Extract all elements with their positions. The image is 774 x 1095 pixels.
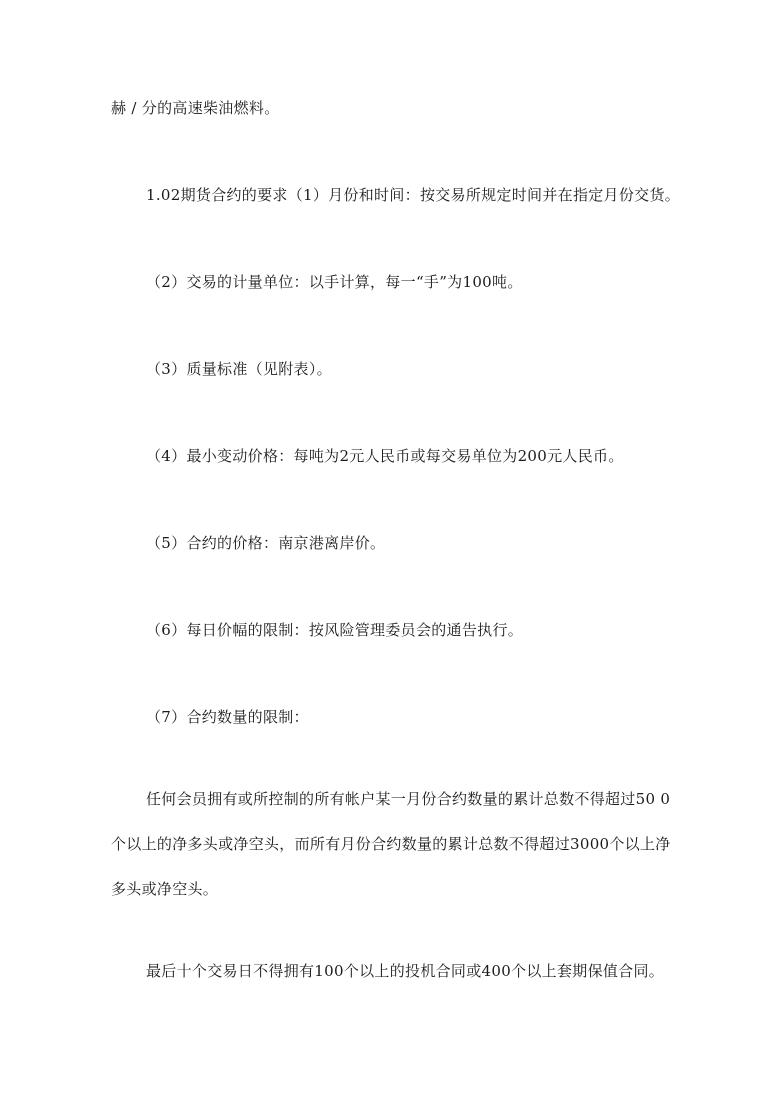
- paragraph-contract-requirements: 1.02期货合约的要求（1）月份和时间：按交易所规定时间并在指定月份交货。: [146, 186, 681, 204]
- paragraph-trading-unit: （2）交易的计量单位：以手计算，每一“手”为100吨。: [146, 273, 523, 291]
- paragraph-quality-standard: （3）质量标准（见附表）。: [146, 360, 332, 378]
- paragraph-position-limit-detail: [111, 789, 671, 899]
- paragraph-line: 个以上的净多头或净空头，而所有月份合约数量的累计总数不得超过3000个以上净: [111, 835, 671, 853]
- paragraph-minimum-price-change: （4）最小变动价格：每吨为2元人民币或每交易单位为200元人民币。: [146, 447, 624, 465]
- paragraph-fuel-continuation: 赫 / 分的高速柴油燃料。: [111, 99, 280, 117]
- paragraph-daily-price-limit: （6）每日价幅的限制：按风险管理委员会的通告执行。: [146, 621, 524, 639]
- paragraph-last-trading-days: 最后十个交易日不得拥有100个以上的投机合同或400个以上套期保值合同。: [146, 962, 665, 980]
- paragraph-line: 任何会员拥有或所控制的所有帐户某一月份合约数量的累计总数不得超过50 0: [146, 790, 671, 808]
- paragraph-line: 多头或净空头。: [111, 880, 219, 898]
- paragraph-contract-price: （5）合约的价格：南京港离岸价。: [146, 534, 386, 552]
- paragraph-position-limit-heading: （7）合约数量的限制：: [146, 708, 309, 726]
